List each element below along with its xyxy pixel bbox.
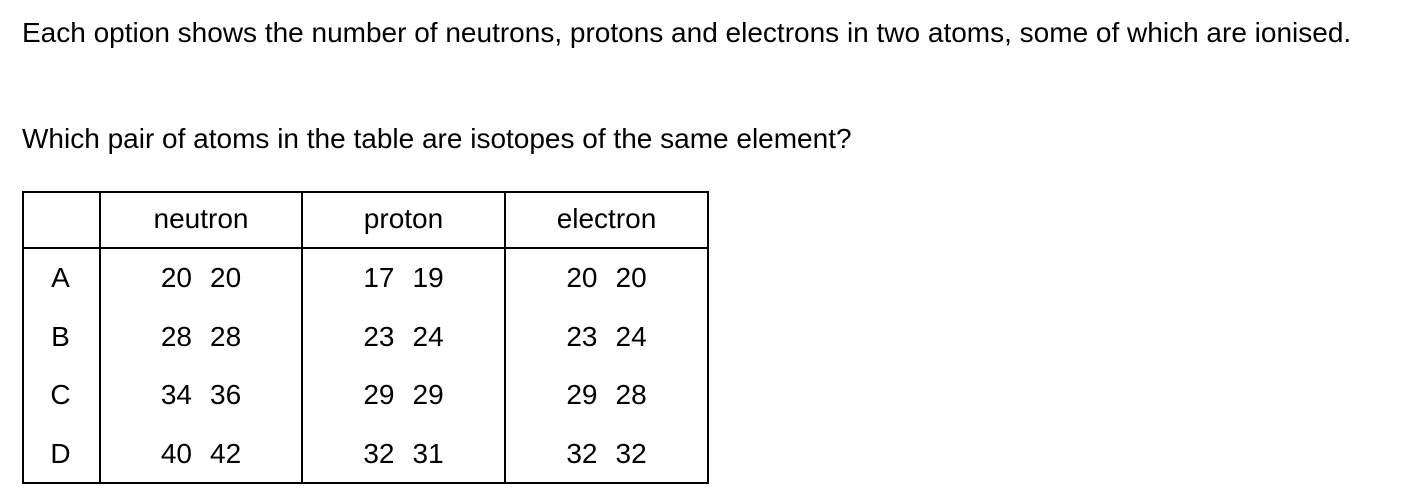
proton-cell <box>302 248 505 308</box>
proton-cell <box>302 425 505 484</box>
neutron-cell <box>100 248 302 308</box>
value: 20 <box>210 262 242 294</box>
option-label: B <box>51 320 70 352</box>
value: 20 <box>566 262 598 294</box>
intro-text: Each option shows the number of neutrons, protons and electrons in two atoms, some of which are ionised. <box>22 17 1352 48</box>
value: 36 <box>210 379 242 411</box>
value: 17 <box>363 262 395 294</box>
value: 42 <box>210 437 242 469</box>
header-blank <box>22 191 100 248</box>
proton-cell <box>302 366 505 425</box>
table-row <box>22 248 707 308</box>
header-neutron: neutron <box>100 191 302 248</box>
value: 28 <box>160 320 192 352</box>
electron-cell <box>505 248 707 308</box>
proton-cell <box>302 308 505 367</box>
value: 20 <box>160 262 192 294</box>
value: 24 <box>412 320 444 352</box>
neutron-cell <box>100 366 302 425</box>
option-label: D <box>50 437 71 469</box>
value: 28 <box>210 320 242 352</box>
value: 32 <box>615 437 647 469</box>
value: 29 <box>412 379 444 411</box>
header-electron: electron <box>505 191 707 248</box>
value: 32 <box>566 437 598 469</box>
value: 40 <box>160 437 192 469</box>
value: 34 <box>160 379 192 411</box>
value: 19 <box>412 262 444 294</box>
option-label: C <box>50 379 71 411</box>
option-label: A <box>51 262 70 294</box>
table-row <box>22 425 707 484</box>
table-row <box>22 366 707 425</box>
value: 20 <box>615 262 647 294</box>
table-header-row <box>22 191 707 248</box>
value: 23 <box>566 320 598 352</box>
question-text: Which pair of atoms in the table are isotopes of the same element? <box>22 123 852 154</box>
neutron-cell <box>100 425 302 484</box>
table-row <box>22 308 707 367</box>
value: 28 <box>615 379 647 411</box>
electron-cell <box>505 308 707 367</box>
value: 29 <box>363 379 395 411</box>
value: 31 <box>412 437 444 469</box>
header-proton: proton <box>302 191 505 248</box>
value: 32 <box>363 437 395 469</box>
value: 23 <box>363 320 395 352</box>
options-table <box>22 191 707 483</box>
electron-cell <box>505 366 707 425</box>
neutron-cell <box>100 308 302 367</box>
value: 24 <box>615 320 647 352</box>
electron-cell <box>505 425 707 484</box>
value: 29 <box>566 379 598 411</box>
